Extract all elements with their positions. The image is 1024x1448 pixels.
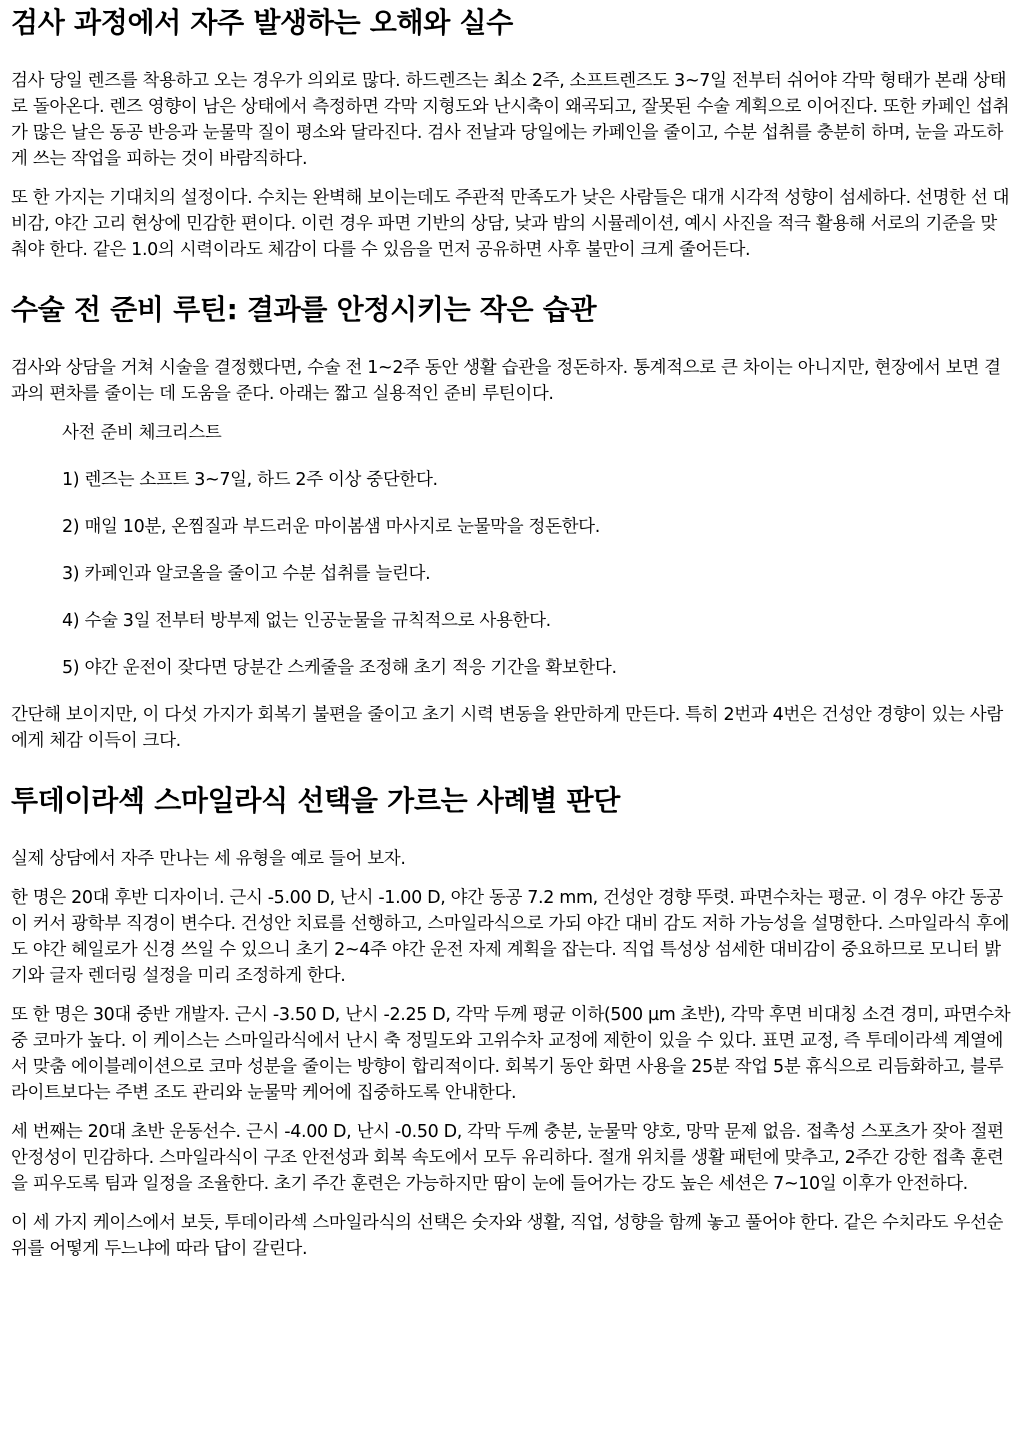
section-heading-misconceptions: 검사 과정에서 자주 발생하는 오해와 실수 bbox=[11, 6, 513, 39]
checklist-item: 4) 수술 3일 전부터 방부제 없는 인공눈물을 규칙적으로 사용한다. bbox=[62, 611, 551, 631]
section-heading-prep-routine: 수술 전 준비 루틴: 결과를 안정시키는 작은 습관 bbox=[11, 293, 597, 326]
checklist-title: 사전 준비 체크리스트 bbox=[62, 423, 222, 443]
paragraph: 한 명은 20대 후반 디자이너. 근시 -5.00 D, 난시 -1.00 D, 야간 동공 7.2 mm, 건성안 경향 뚜렷. 파면수차는 평균. 이 경우 야간 동공이 커서 광학부 직경이 변수다. 건성안 치료를 선행하고, 스마일라식으로 가되 야간 대비 감도 저하 가능성을 설명한다. 스마일라식 후에도 야간 헤일로가 신경 쓰일 수 있으니 초기 2~4주 야간 운전 자제 계획을 잡는다. 직업 특성상 섬세한 대비감이 중요하므로 모니터 밝기와 글자 렌더링 설정을 미리 조정하게 한다. bbox=[11, 888, 1010, 986]
paragraph: 이 세 가지 케이스에서 보듯, 투데이라섹 스마일라식의 선택은 숫자와 생활, 직업, 성향을 함께 놓고 풀어야 한다. 같은 수치라도 우선순위를 어떻게 두느냐에 따라 답이 갈린다. bbox=[11, 1213, 1004, 1259]
checklist-item: 2) 매일 10분, 온찜질과 부드러운 마이봄샘 마사지로 눈물막을 정돈한다. bbox=[62, 517, 600, 537]
checklist-item: 5) 야간 운전이 잦다면 당분간 스케줄을 조정해 초기 적응 기간을 확보한다. bbox=[62, 658, 617, 678]
paragraph: 또 한 명은 30대 중반 개발자. 근시 -3.50 D, 난시 -2.25 D, 각막 두께 평균 이하(500 µm 초반), 각막 후면 비대칭 소견 경미, 파면수차 중 코마가 높다. 이 케이스는 스마일라식에서 난시 축 정밀도와 고위수차 교정에 제한이 있을 수 있다. 표면 교정, 즉 투데이라섹 계열에서 맞춤 에이블레이션으로 코마 성분을 줄이는 방향이 합리적이다. 회복기 동안 화면 사용을 25분 작업 5분 휴식으로 리듬화하고, 블루라이트보다는 주변 조도 관리와 눈물막 케어에 집중하도록 안내한다. bbox=[11, 1005, 1011, 1103]
section-heading-case-judgement: 투데이라섹 스마일라식 선택을 가르는 사례별 판단 bbox=[11, 784, 620, 817]
checklist-item: 1) 렌즈는 소프트 3~7일, 하드 2주 이상 중단한다. bbox=[62, 470, 438, 490]
paragraph: 세 번째는 20대 초반 운동선수. 근시 -4.00 D, 난시 -0.50 D, 각막 두께 충분, 눈물막 양호, 망막 문제 없음. 접촉성 스포츠가 잦아 절편 안정성이 민감하다. 스마일라식이 구조 안전성과 회복 속도에서 모두 유리하다. 절개 위치를 생활 패턴에 맞추고, 2주간 강한 접촉 훈련을 피우도록 팀과 일정을 조율한다. 초기 주간 훈련은 가능하지만 땀이 눈에 들어가는 강도 높은 세션은 7~10일 이후가 안전하다. bbox=[11, 1122, 1004, 1194]
paragraph: 실제 상담에서 자주 만나는 세 유형을 예로 들어 보자. bbox=[11, 849, 406, 869]
paragraph: 검사 당일 렌즈를 착용하고 오는 경우가 의외로 많다. 하드렌즈는 최소 2주, 소프트렌즈도 3~7일 전부터 쉬어야 각막 형태가 본래 상태로 돌아온다. 렌즈 영향이 남은 상태에서 측정하면 각막 지형도와 난시축이 왜곡되고, 잘못된 수술 계획으로 이어진다. 또한 카페인 섭취가 많은 날은 동공 반응과 눈물막 질이 평소와 달라진다. 검사 전날과 당일에는 카페인을 줄이고, 수분 섭취를 충분히 하며, 눈을 과도하게 쓰는 작업을 피하는 것이 바람직하다. bbox=[11, 71, 1010, 169]
paragraph: 간단해 보이지만, 이 다섯 가지가 회복기 불편을 줄이고 초기 시력 변동을 완만하게 만든다. 특히 2번과 4번은 건성안 경향이 있는 사람에게 체감 이득이 크다. bbox=[11, 705, 1003, 751]
checklist-item: 3) 카페인과 알코올을 줄이고 수분 섭취를 늘린다. bbox=[62, 564, 431, 584]
checklist bbox=[62, 420, 1012, 681]
paragraph: 검사와 상담을 거쳐 시술을 결정했다면, 수술 전 1~2주 동안 생활 습관을 정돈하자. 통계적으로 큰 차이는 아니지만, 현장에서 보면 결과의 편차를 줄이는 데 도움을 준다. 아래는 짧고 실용적인 준비 루틴이다. bbox=[11, 358, 1001, 404]
paragraph: 또 한 가지는 기대치의 설정이다. 수치는 완벽해 보이는데도 주관적 만족도가 낮은 사람들은 대개 시각적 성향이 섬세하다. 선명한 선 대비감, 야간 고리 현상에 민감한 편이다. 이런 경우 파면 기반의 상담, 낮과 밤의 시뮬레이션, 예시 사진을 적극 활용해 서로의 기준을 맞춰야 한다. 같은 1.0의 시력이라도 체감이 다를 수 있음을 먼저 공유하면 사후 불만이 크게 줄어든다. bbox=[11, 188, 1010, 260]
